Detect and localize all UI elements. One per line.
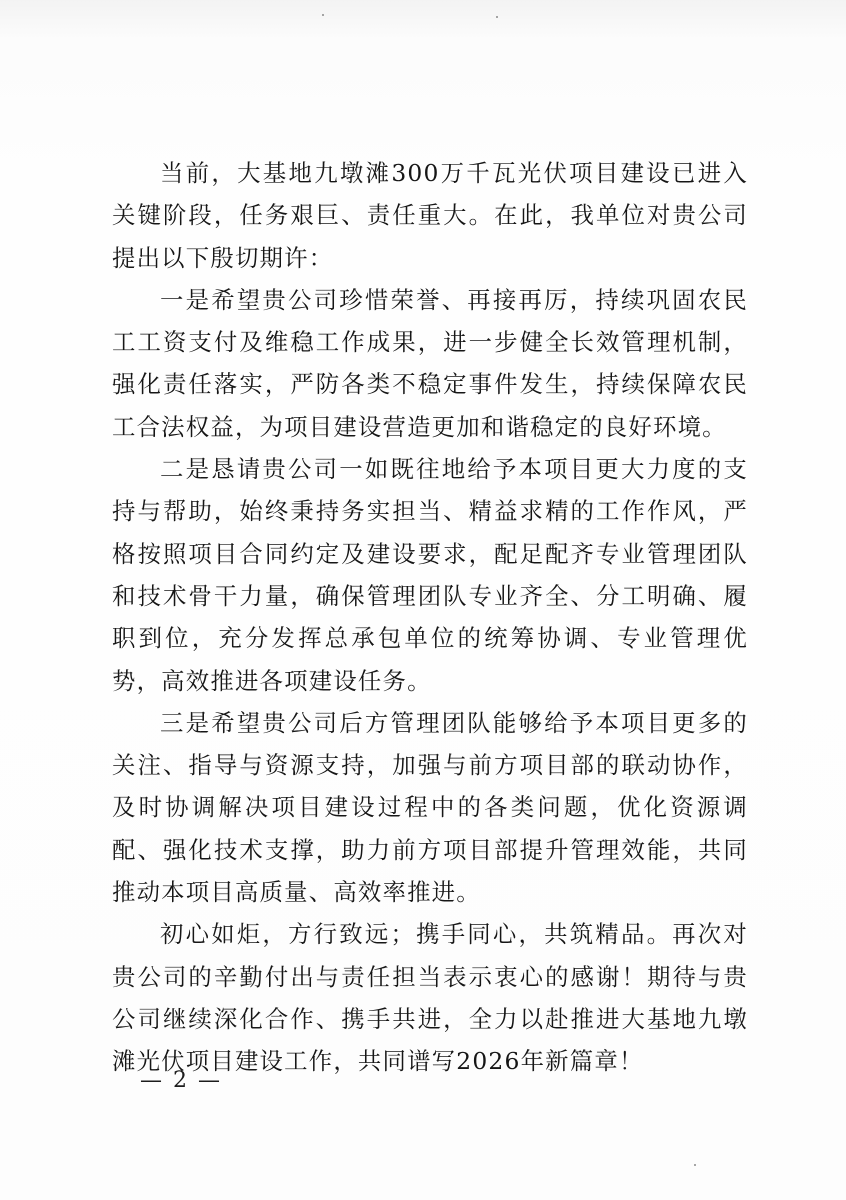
scan-speck <box>496 16 498 18</box>
scan-speck <box>694 1164 696 1166</box>
paragraph-closing: 初心如炬，方行致远；携手同心，共筑精品。再次对贵公司的辛勤付出与责任担当表示衷心的感谢！期待与贵公司继续深化合作、携手共进，全力以赴推进大基地九墩滩光伏项目建设工作，共同谱写2026年新篇章！ <box>112 920 748 1076</box>
page-number: — 2 — <box>140 1068 222 1093</box>
paragraph-point-three: 三是希望贵公司后方管理团队能够给予本项目更多的关注、指导与资源支持，加强与前方项目部的联动协作，及时协调解决项目建设过程中的各类问题，优化资源调配、强化技术支撑，助力前方项目部提升管理效能，共同推动本项目高质量、高效率推进。 <box>112 708 748 907</box>
scan-speck <box>322 14 324 16</box>
letter-body <box>112 152 748 1083</box>
paragraph-point-one: 一是希望贵公司珍惜荣誉、再接再厉，持续巩固农民工工资支付及维稳工作成果，进一步健全长效管理机制，强化责任落实，严防各类不稳定事件发生，持续保障农民工合法权益，为项目建设营造更加和谐稳定的良好环境。 <box>112 285 748 441</box>
paragraph-intro: 当前，大基地九墩滩300万千瓦光伏项目建设已进入关键阶段，任务艰巨、责任重大。在此，我单位对贵公司提出以下殷切期许： <box>112 159 748 272</box>
paragraph-point-two: 二是恳请贵公司一如既往地给予本项目更大力度的支持与帮助，始终秉持务实担当、精益求精的工作作风，严格按照项目合同约定及建设要求，配足配齐专业管理团队和技术骨干力量，确保管理团队专业齐全、分工明确、履职到位，充分发挥总承包单位的统筹协调、专业管理优势，高效推进各项建设任务。 <box>112 455 748 695</box>
